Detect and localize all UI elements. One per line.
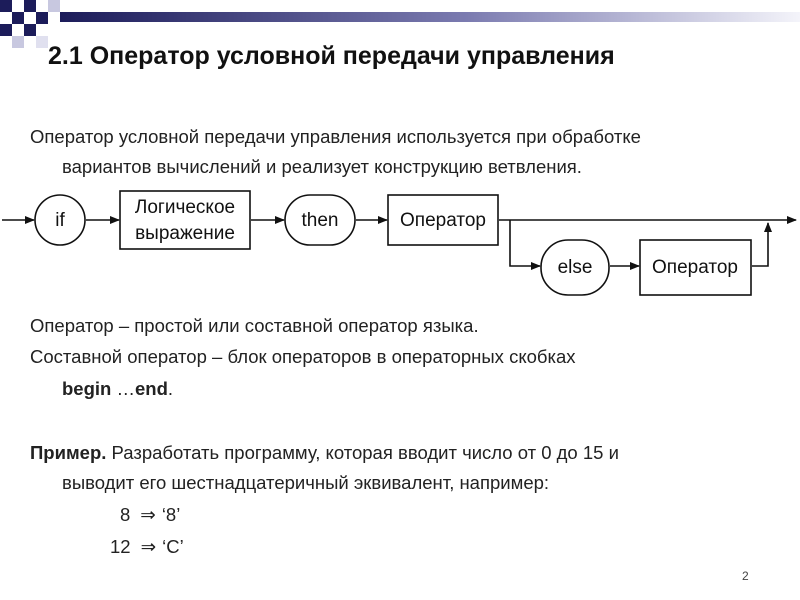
ellipsis: … bbox=[111, 378, 135, 399]
example-item-2 bbox=[110, 536, 184, 558]
period: . bbox=[167, 378, 174, 399]
logic-label-line-2: выражение bbox=[135, 223, 235, 244]
slide-title: 2.1 Оператор условной передачи управления bbox=[48, 42, 615, 70]
intro-line-2: вариантов вычислений и реализует конструкцию ветвления. bbox=[62, 156, 582, 177]
flow-line-else-branch bbox=[510, 220, 540, 266]
example-label: Пример. bbox=[30, 442, 107, 463]
definition-compound-line-2 bbox=[30, 374, 576, 404]
definition-compound bbox=[30, 342, 576, 404]
operator-label-1: Оператор bbox=[400, 210, 486, 231]
logic-label-line-1: Логическое bbox=[134, 197, 236, 218]
flow-line-return bbox=[752, 223, 768, 266]
keyword-end: end bbox=[134, 378, 168, 399]
definition-compound-line-1: Составной оператор – блок операторов в операторных скобках bbox=[30, 346, 576, 367]
example-item-1 bbox=[120, 504, 180, 526]
if-label: if bbox=[55, 210, 65, 231]
then-label: then bbox=[301, 210, 339, 231]
example-input: 12 bbox=[110, 536, 131, 557]
page-number: 2 bbox=[742, 569, 749, 583]
definition-operator: Оператор – простой или составной оператор языка. bbox=[30, 315, 479, 336]
example-line-2: выводит его шестнадцатеричный эквивалент, например: bbox=[62, 472, 550, 493]
example-paragraph bbox=[30, 438, 619, 498]
implies-arrow-icon: ⇒ bbox=[140, 536, 157, 557]
implies-arrow-icon: ⇒ bbox=[140, 504, 156, 525]
operator-label-2: Оператор bbox=[652, 257, 738, 278]
syntax-diagram bbox=[0, 180, 800, 305]
example-output: ‘C’ bbox=[162, 536, 184, 557]
intro-paragraph bbox=[30, 122, 641, 182]
example-input: 8 bbox=[120, 504, 131, 525]
keyword-begin: begin bbox=[62, 378, 112, 399]
example-output: ‘8’ bbox=[161, 504, 181, 525]
else-label: else bbox=[557, 257, 593, 278]
intro-line-1: Оператор условной передачи управления используется при обработке bbox=[30, 126, 641, 147]
example-line-1: Разработать программу, которая вводит число от 0 до 15 и bbox=[106, 442, 619, 463]
